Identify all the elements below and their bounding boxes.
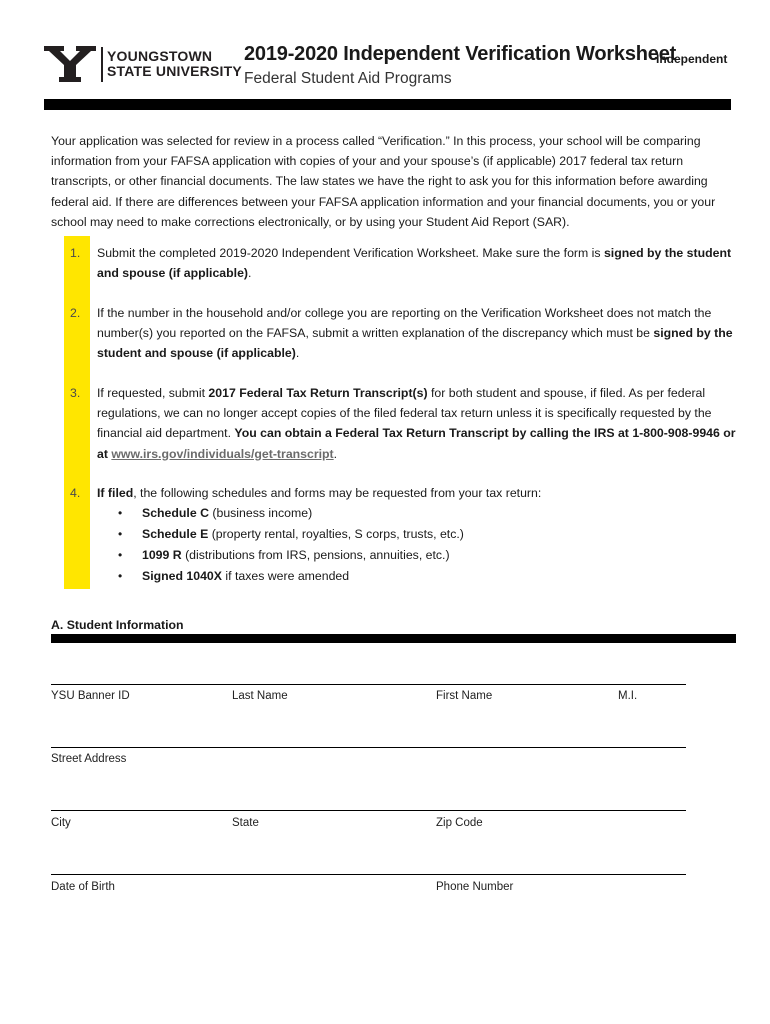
ysu-logo-y-icon [44, 46, 96, 82]
step-3-text1: If requested, submit [97, 386, 209, 400]
street-address-label: Street Address [51, 753, 127, 765]
bullet-icon: • [118, 527, 123, 541]
list-item-text: (property rental, royalties, S corps, trusts, etc.) [208, 527, 464, 541]
name-fields-line[interactable] [51, 684, 686, 685]
list-item [97, 545, 737, 566]
first-name-label: First Name [436, 690, 493, 702]
list-item [97, 566, 737, 587]
date-of-birth-label: Date of Birth [51, 881, 115, 893]
irs-transcript-link[interactable]: www.irs.gov/individuals/get-transcript [111, 446, 334, 461]
step-3 [97, 383, 737, 464]
step-3-bold2: You can obtain a Federal Tax Return Transcript by calling the IRS at 1-800-908-9946 or at [97, 426, 736, 461]
step-2-text: If the number in the household and/or college you are reporting on the Verification Worksheet does not match the number(s) you reported on the FAFSA, submit a written explanation of the discrepancy which must be [97, 306, 712, 341]
step-3-text2: for both student and spouse, if filed. As per federal regulations, we can no longer accept copies of the filed federal tax return unless it is specifically requested by the financial aid department. [97, 386, 712, 441]
step-4-bold: If filed [97, 486, 134, 500]
list-item-text: if taxes were amended [221, 568, 350, 583]
step-4 [97, 483, 737, 586]
city-label: City [51, 817, 71, 829]
step-2 [97, 303, 737, 364]
section-a-rule [51, 634, 736, 643]
step-3-bold1: 2017 Federal Tax Return Transcript(s) [208, 386, 428, 400]
list-item-bold: Schedule C [142, 506, 209, 521]
page-title: 2019-2020 Independent Verification Worksheet [244, 43, 677, 65]
street-address-line[interactable] [51, 747, 686, 748]
step-number: 3. [70, 386, 81, 400]
list-item-bold: Schedule E [142, 527, 209, 541]
ysu-banner-id-label: YSU Banner ID [51, 690, 130, 702]
middle-initial-label: M.I. [618, 690, 638, 702]
dob-phone-line[interactable] [51, 874, 686, 875]
phone-number-label: Phone Number [436, 881, 514, 893]
step-1-bold: signed by the student and spouse (if applicable) [97, 246, 732, 281]
worksheet-type-badge: Independent [656, 52, 728, 66]
step-2-end: . [295, 346, 300, 361]
list-item-text: (business income) [208, 506, 313, 521]
list-item [97, 524, 737, 545]
tax-schedule-list [97, 503, 737, 586]
intro-paragraph: Your application was selected for review in a process called “Verification.” In this process, your school will be comparing information from your FAFSA application with copies of your and your spouse’s (if applicable) 2017 federal tax return transcripts, or other financial documents. The law states we have the right to ask you for this information before awarding federal aid. If there are differences between your FAFSA application information and your financial documents, you or your school may need to make corrections electronically, or by using your Student Aid Report (SAR). [51, 134, 716, 229]
logo-text-line1: YOUNGSTOWN [107, 48, 213, 64]
bullet-icon: • [118, 547, 123, 562]
page-subtitle: Federal Student Aid Programs [244, 70, 452, 87]
step-number: 4. [70, 486, 81, 500]
section-a-title: A. Student Information [51, 618, 184, 632]
bullet-icon: • [118, 568, 123, 583]
step-2-bold: signed by the student and spouse (if applicable) [97, 326, 733, 361]
list-item-bold: Signed 1040X [142, 568, 222, 583]
step-3-end: . [333, 446, 338, 461]
steps-highlight-bar [64, 236, 90, 589]
logo-divider [101, 47, 103, 82]
step-1 [97, 243, 737, 283]
step-1-text: Submit the completed 2019-2020 Independent Verification Worksheet. Make sure the form is [97, 246, 604, 260]
step-number: 1. [70, 246, 81, 260]
logo-text-line2: STATE UNIVERSITY [107, 63, 242, 79]
step-1-end: . [248, 266, 252, 281]
zip-code-label: Zip Code [436, 817, 483, 829]
bullet-icon: • [118, 506, 123, 521]
header-rule [44, 99, 731, 110]
state-label: State [232, 817, 259, 829]
city-state-zip-line[interactable] [51, 810, 686, 811]
list-item-text: (distributions from IRS, pensions, annuities, etc.) [181, 547, 450, 562]
step-number: 2. [70, 306, 81, 320]
list-item [97, 503, 737, 524]
step-4-text: , the following schedules and forms may be requested from your tax return: [133, 486, 542, 500]
list-item-bold: 1099 R [142, 547, 182, 562]
last-name-label: Last Name [232, 690, 288, 702]
